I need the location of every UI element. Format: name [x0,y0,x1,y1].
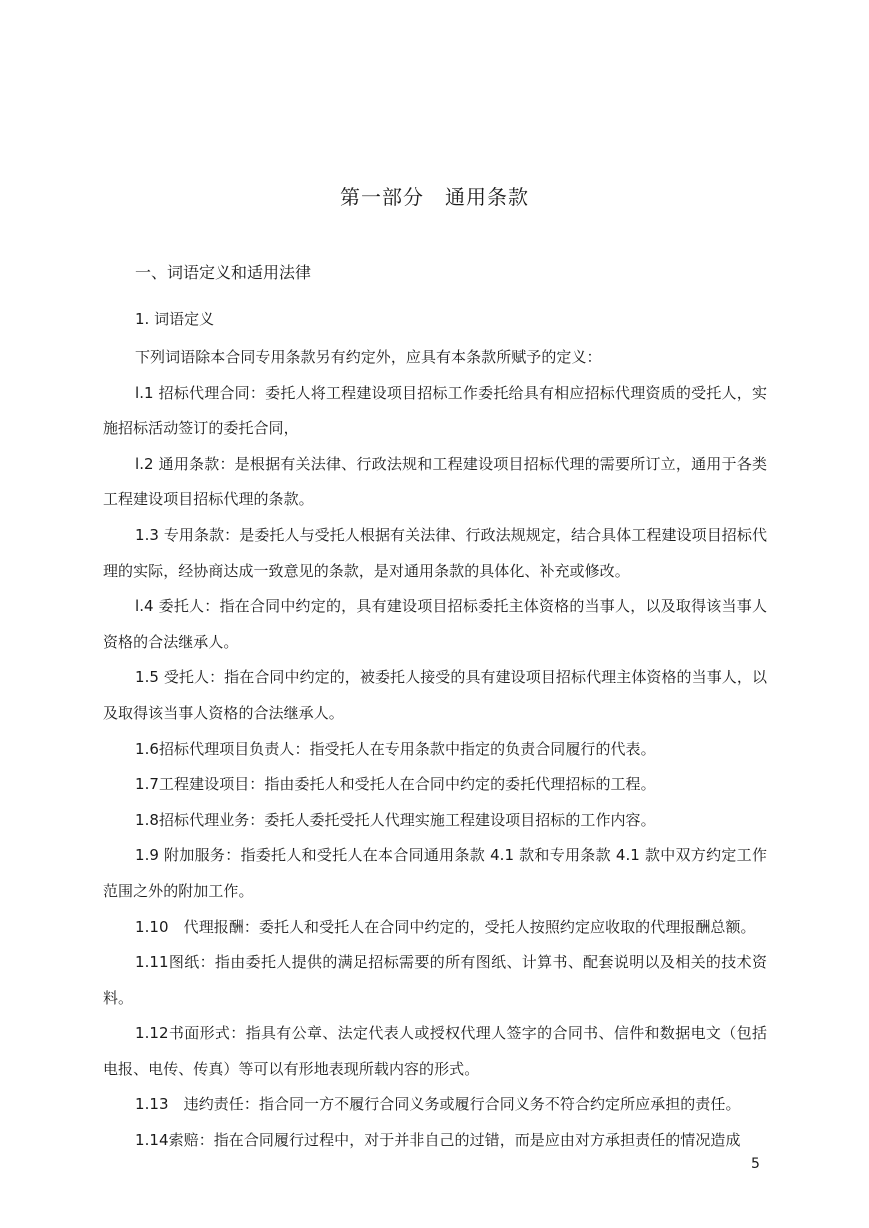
paragraph-1-1: l.1 招标代理合同：委托人将工程建设项目招标工作委托给具有相应招标代理资质的受托人，实施招标活动签订的委托合同， [103,383,767,438]
section-heading: 一、词语定义和适用法律 [135,263,312,282]
page-title: 第一部分 通用条款 [340,185,529,209]
page-number: 5 [751,1156,760,1172]
subsection-heading: 1. 词语定义 [135,310,215,328]
paragraph-1-10: 1.10 代理报酬：委托人和受托人在合同中约定的，受托人按照约定应收取的代理报酬总额。 [135,917,756,936]
paragraph-1-13: 1.13 违约责任：指合同一方不履行合同义务或履行合同义务不符合约定所应承担的责任。 [135,1095,741,1114]
paragraph-1-3: 1.3 专用条款：是委托人与受托人根据有关法律、行政法规规定，结合具体工程建设项目招标代理的实际，经协商达成一致意见的条款，是对通用条款的具体化、补充或修改。 [103,525,767,580]
paragraph-1-5: 1.5 受托人：指在合同中约定的，被委托人接受的具有建设项目招标代理主体资格的当事人，以及取得该当事人资格的合法继承人。 [103,668,767,722]
body-text [103,340,767,1159]
paragraph-1-4: l.4 委托人：指在合同中约定的，具有建设项目招标委托主体资格的当事人，以及取得该当事人资格的合法继承人。 [103,597,767,651]
paragraph-1-8: 1.8招标代理业务：委托人委托受托人代理实施工程建设项目招标的工作内容。 [135,810,656,829]
paragraph-intro: 下列词语除本合同专用条款另有约定外，应具有本条款所赋予的定义： [135,348,602,366]
paragraph-1-6: 1.6招标代理项目负责人：指受托人在专用条款中指定的负责合同履行的代表。 [135,739,656,758]
paragraph-1-12: 1.12书面形式：指具有公章、法定代表人或授权代理人签字的合同书、信件和数据电文（包括电报、电传、传真）等可以有形地表现所载内容的形式。 [103,1024,767,1078]
paragraph-1-7: 1.7工程建设项目：指由委托人和受托人在合同中约定的委托代理招标的工程。 [135,775,656,794]
paragraph-1-14: 1.14索赔：指在合同履行过程中，对于并非自己的过错，而是应由对方承担责任的情况造成 [135,1131,741,1150]
paragraph-1-2: l.2 通用条款：是根据有关法律、行政法规和工程建设项目招标代理的需要所订立，通用于各类工程建设项目招标代理的条款。 [103,454,767,509]
paragraph-1-9: 1.9 附加服务：指委托人和受托人在本合同通用条款 4.1 款和专用条款 4.1 款中双方约定工作范围之外的附加工作。 [103,846,767,900]
paragraph-1-11: 1.11图纸：指由委托人提供的满足招标需要的所有图纸、计算书、配套说明以及相关的技术资料。 [103,953,767,1007]
